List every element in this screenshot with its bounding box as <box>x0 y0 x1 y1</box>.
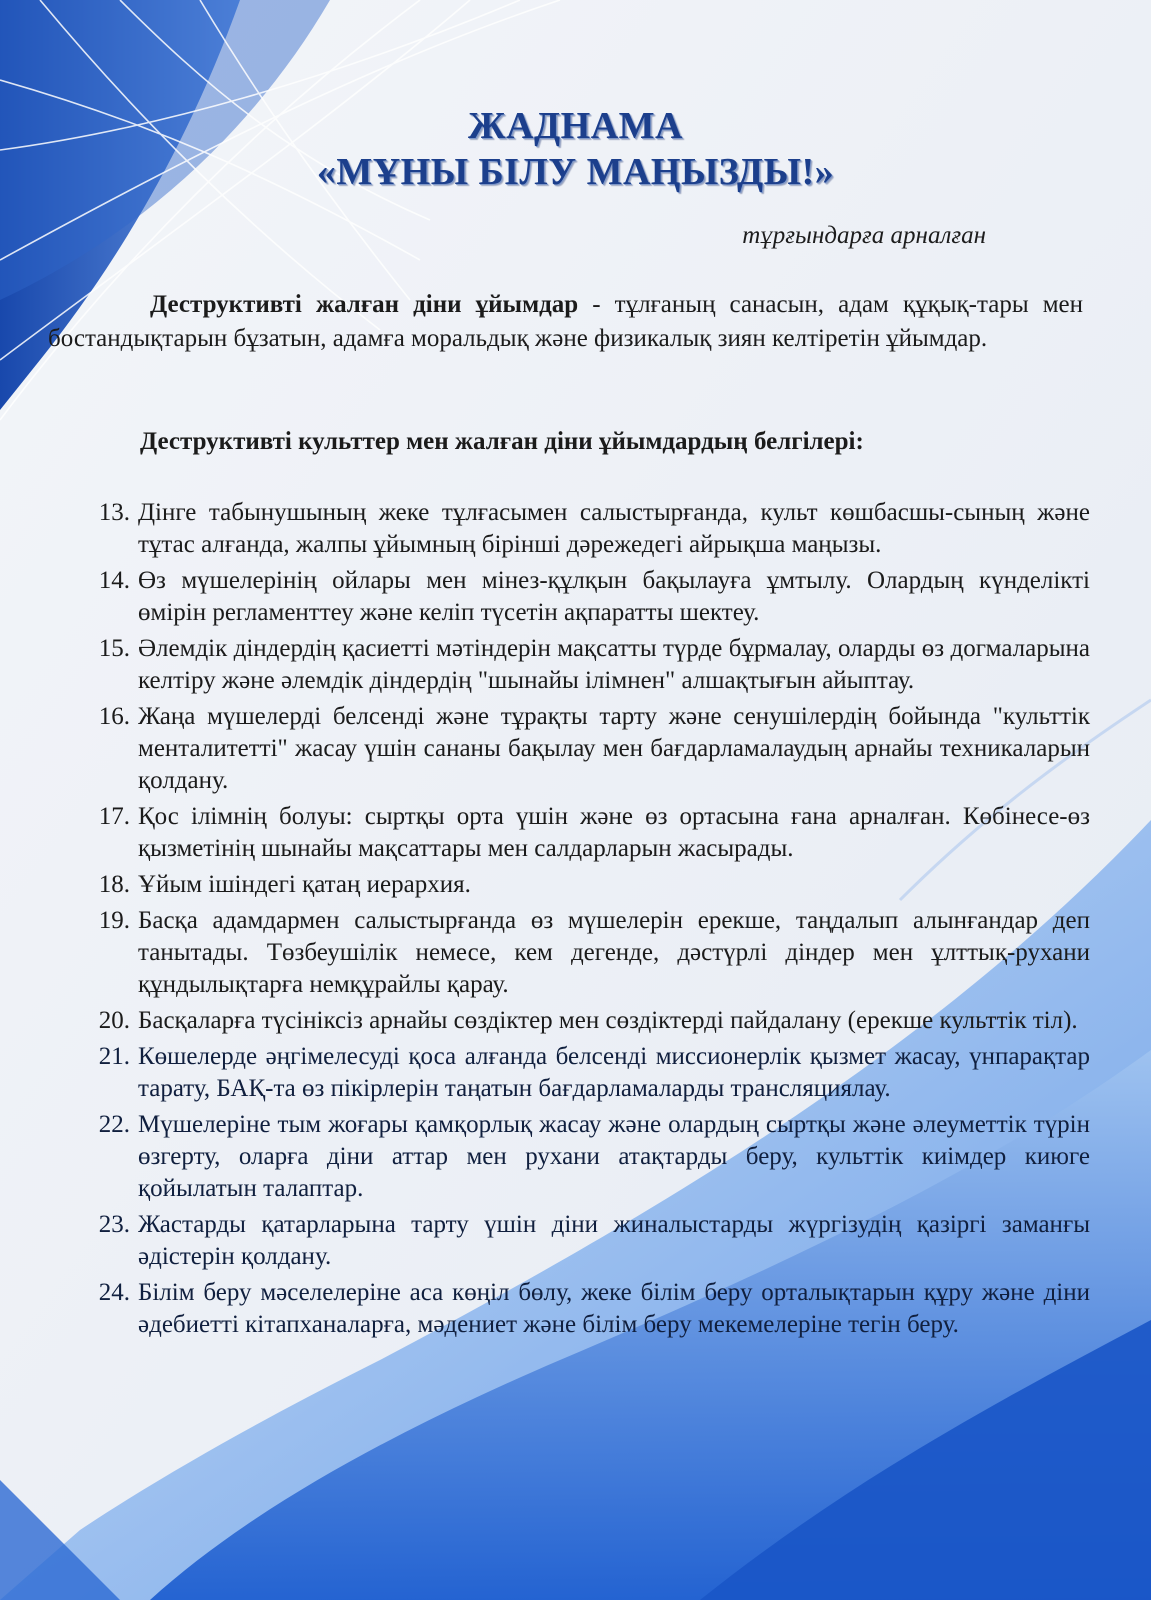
list-item <box>60 633 1090 697</box>
list-item <box>60 1109 1090 1205</box>
item-text: Басқаларға түсініксіз арнайы сөздіктер мен сөздіктерді пайдалану (ерекше культтік тіл). <box>138 1007 1078 1034</box>
item-number: 22. <box>98 1111 130 1138</box>
item-text: Білім беру мәселелеріне аса көңіл бөлу, жеке білім беру орталықтарын құру және діни әдебиетті кітапханаларға, мәдениет және білім беру мекемелеріне тегін беру. <box>138 1279 1090 1338</box>
item-text: Дінге табынушының жеке тұлғасымен салыстырғанда, культ көшбасшы-сының және тұтас алғанда, жалпы ұйымның бірінші дәрежедегі айрықша маңызы. <box>138 499 1090 558</box>
item-text: Қос ілімнің болуы: сыртқы орта үшін және өз ортасына ғана арналған. Көбінесе-өз қызметінің шынайы мақсаттары мен салдарларын жасырады. <box>138 803 1090 862</box>
list-item <box>60 1041 1090 1105</box>
list-item <box>60 905 1090 1001</box>
definition-text: - тұлғаның санасын, адам құқық-тары мен бостандықтарын бұзатын, адамға моральдық және физикалық зиян келтіретін ұйымдар. <box>48 291 1084 352</box>
item-text: Мүшелеріне тым жоғары қамқорлық жасау және олардың сыртқы және әлеуметтік түрін өзгерту, оларға діни аттар мен рухани атақтарды беру, культтік киімдер киюге қойылатын талаптар. <box>138 1111 1090 1202</box>
list-item <box>60 801 1090 865</box>
item-number: 21. <box>98 1043 130 1070</box>
item-text: Көшелерде әңгімелесуді қоса алғанда белсенді миссионерлік қызмет жасау, үнпарақтар тарату, БАҚ-та өз пікірлерін таңатын бағдарламаларды трансляциялау. <box>138 1043 1090 1102</box>
list-item <box>60 869 1090 901</box>
item-text: Өз мүшелерінің ойлары мен мінез-құлқын бақылауға ұмтылу. Олардың күнделікті өмірін регламенттеу және келіп түсетін ақпаратты шектеу. <box>138 567 1090 626</box>
title-line-1: ЖАДНАМА <box>468 105 683 147</box>
signs-list <box>60 497 1090 1345</box>
item-number: 20. <box>98 1007 130 1034</box>
item-number: 19. <box>98 907 130 934</box>
item-number: 13. <box>98 499 130 526</box>
item-number: 15. <box>98 635 130 662</box>
item-number: 23. <box>98 1211 130 1238</box>
item-text: Ұйым ішіндегі қатаң иерархия. <box>138 871 471 898</box>
item-text: Әлемдік діндердің қасиетті мәтіндерін мақсатты түрде бұрмалау, оларды өз догмаларына келтіру және әлемдік діндердің "шынайы ілімнен" алшақтығын айыптау. <box>138 635 1090 694</box>
definition-paragraph <box>48 288 1083 356</box>
list-item <box>60 497 1090 561</box>
list-item <box>60 1209 1090 1273</box>
definition-term: Деструктивті жалған діни ұйымдар <box>150 291 579 318</box>
item-text: Жаңа мүшелерді белсенді және тұрақты тарту және сенушілердің бойында "культтік менталитетті" жасау үшін сананы бақылау мен бағдарламалаудың арнайы техникаларын қолдану. <box>138 703 1090 794</box>
item-number: 16. <box>98 703 130 730</box>
item-number: 18. <box>98 871 130 898</box>
signs-heading: Деструктивті культтер мен жалған діни ұйымдардың белгілері: <box>140 428 864 455</box>
subtitle: тұрғындарға арналған <box>742 222 986 249</box>
item-number: 24. <box>98 1279 130 1306</box>
list-item <box>60 1005 1090 1037</box>
title-line-2: «МҰНЫ БІЛУ МАҢЫЗДЫ!» <box>316 151 835 193</box>
item-number: 14. <box>98 567 130 594</box>
list-item <box>60 701 1090 797</box>
item-text: Жастарды қатарларына тарту үшін діни жиналыстарды жүргізудің қазіргі заманғы әдістерін қолдану. <box>138 1211 1090 1270</box>
list-item <box>60 565 1090 629</box>
list-item <box>60 1277 1090 1341</box>
item-number: 17. <box>98 803 130 830</box>
item-text: Басқа адамдармен салыстырғанда өз мүшелерін ерекше, таңдалып алынғандар деп танытады. Төзбеушілік немесе, кем дегенде, дәстүрлі діндер мен ұлттық-рухани құндылықтарға немқұрайлы қарау. <box>138 907 1090 998</box>
